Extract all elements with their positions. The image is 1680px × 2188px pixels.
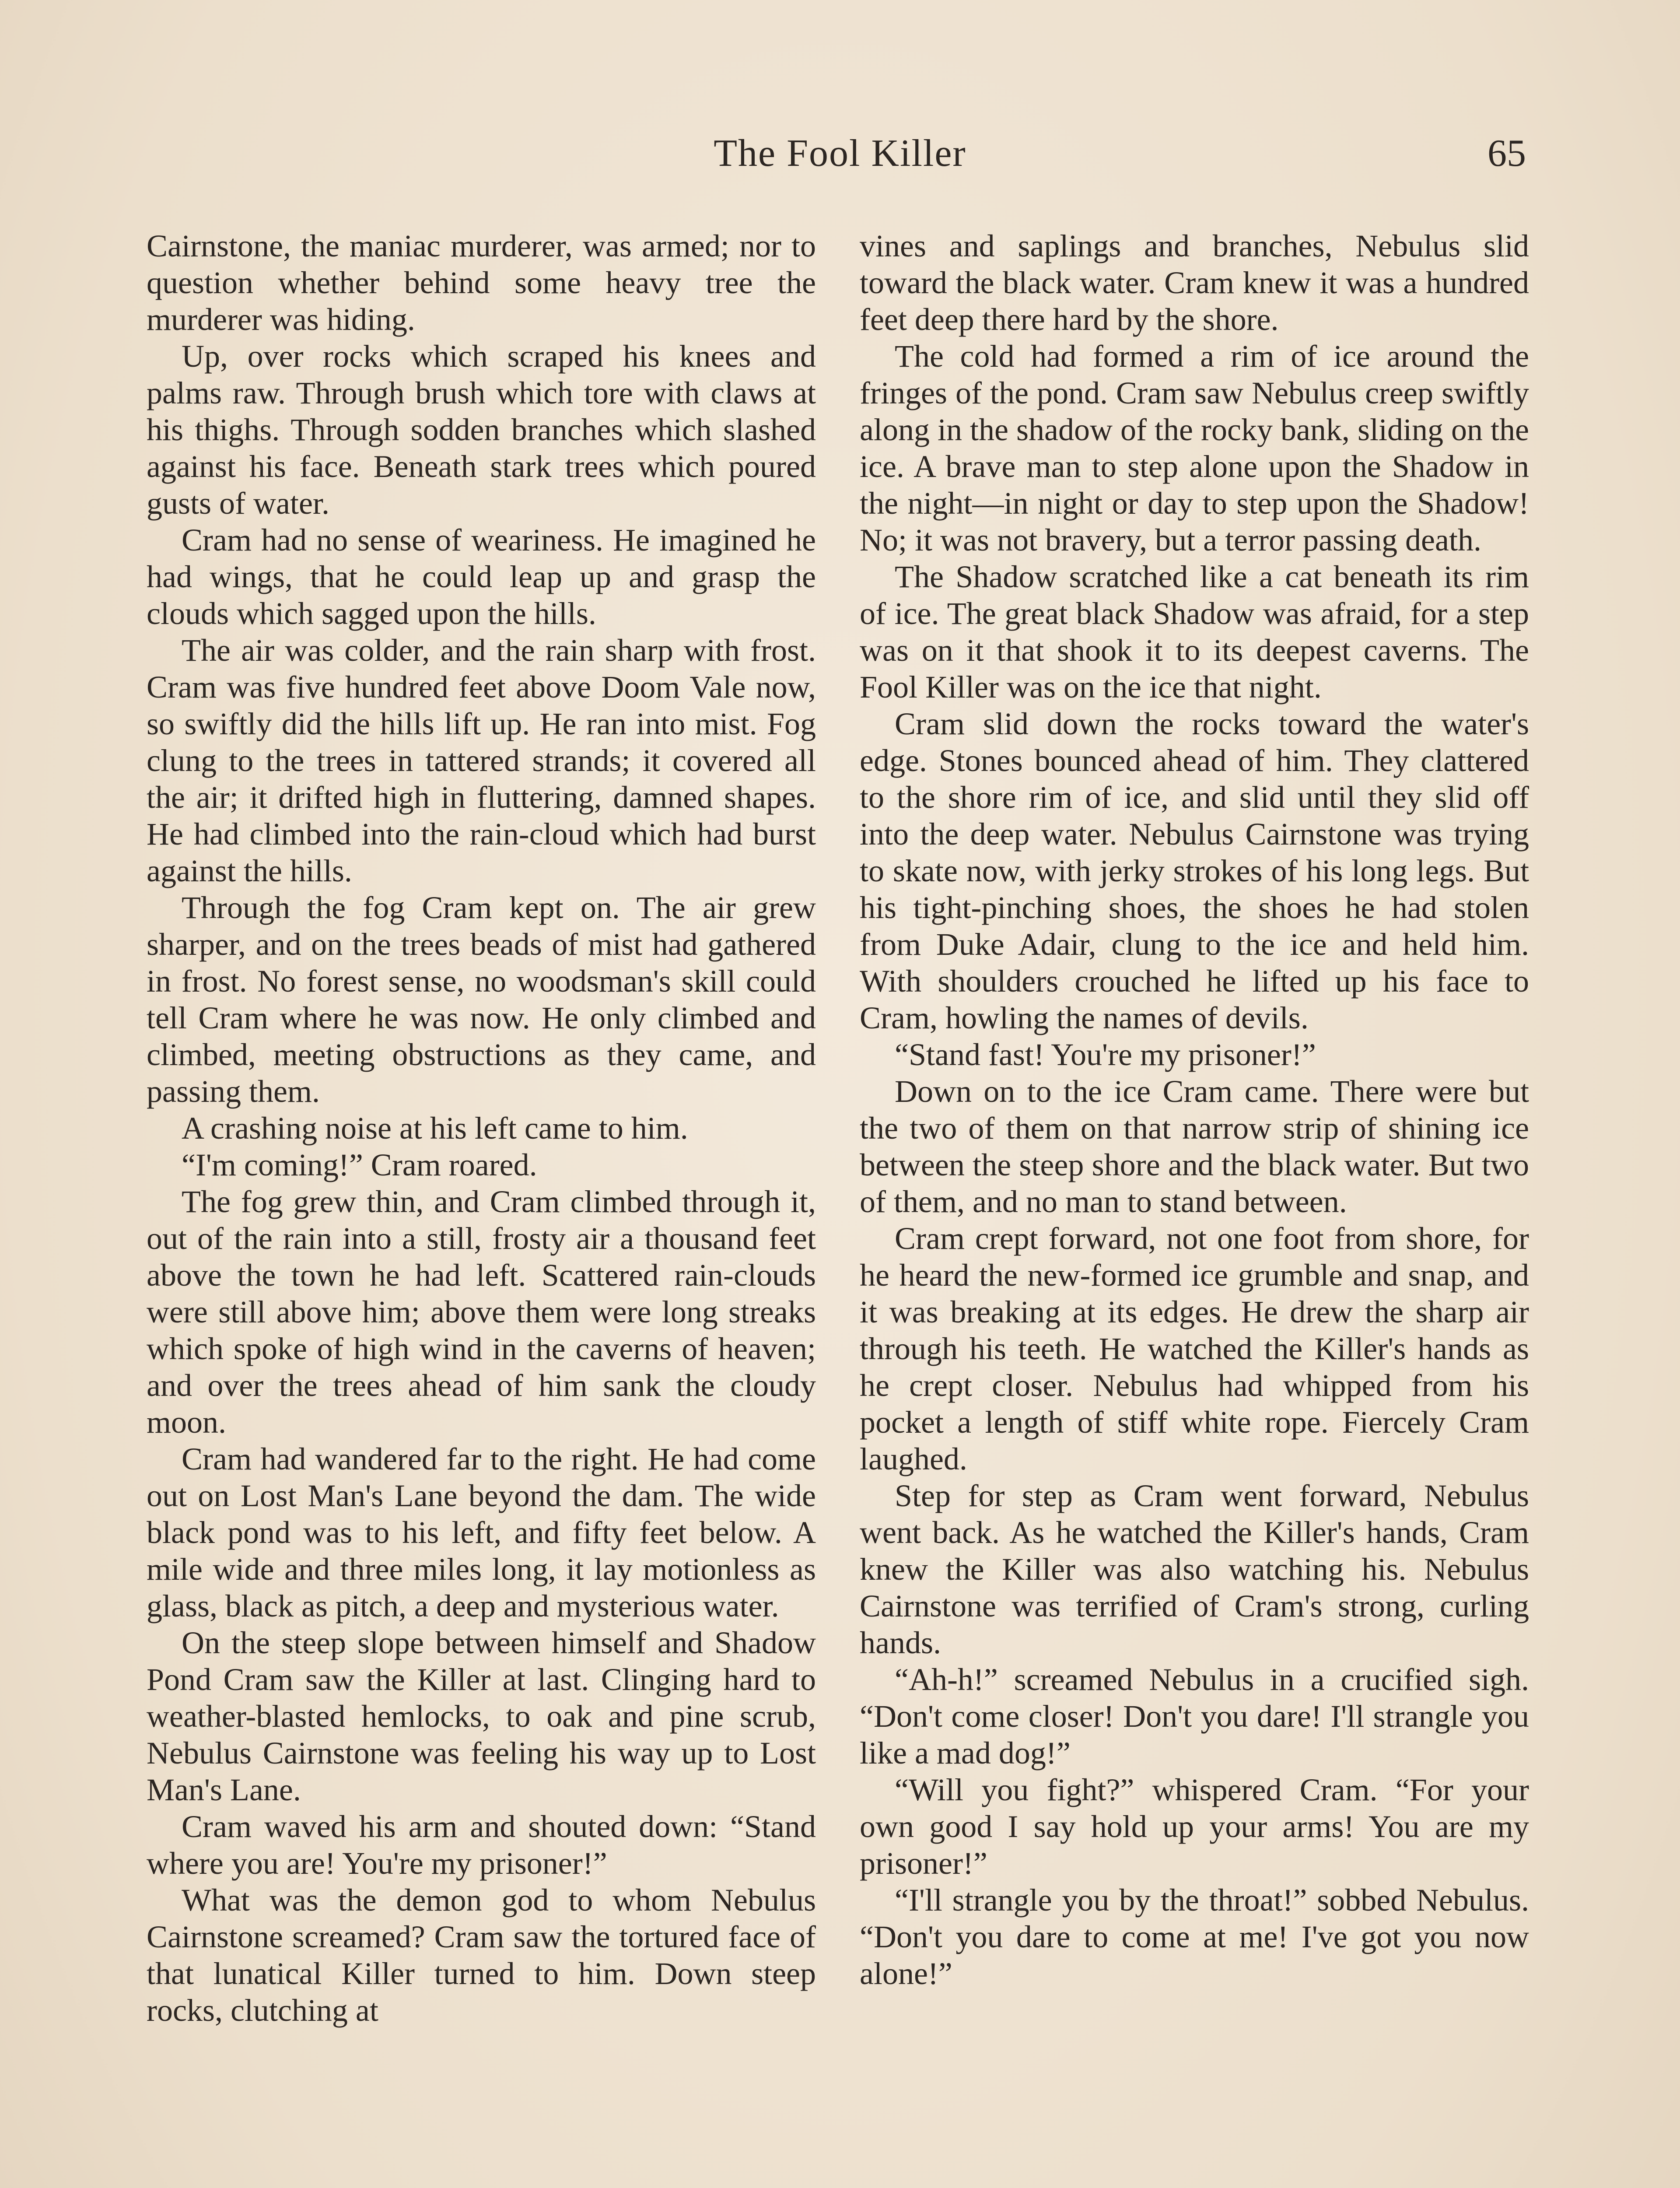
- paragraph: Through the fog Cram kept on. The air grew sharper, and on the trees beads of mist had gathered in frost. No forest sense, no woodsman's skill could tell Cram where he was now. He only climbed and climbed, meeting obstructions as they came, and passing them.: [147, 890, 816, 1109]
- paragraph: “Ah-h!” screamed Nebulus in a crucified sigh. “Don't come closer! Don't you dare! I'll strangle you like a mad dog!”: [860, 1662, 1529, 1771]
- paragraph: vines and saplings and branches, Nebulus slid toward the black water. Cram knew it was a hundred feet deep there hard by the shore.: [860, 228, 1529, 337]
- paragraph: Cram slid down the rocks toward the water's edge. Stones bounced ahead of him. They clattered to the shore rim of ice, and slid until they slid off into the deep water. Nebulus Cairnstone was trying to skate now, with jerky strokes of his long legs. But his tight-pinching shoes, the shoes he had stolen from Duke Adair, clung to the ice and held him. With shoulders crouched he lifted up his face to Cram, howling the names of devils.: [860, 706, 1529, 1035]
- paragraph: Cram waved his arm and shouted down: “Stand where you are! You're my prisoner!”: [147, 1809, 816, 1881]
- paragraph: The fog grew thin, and Cram climbed through it, out of the rain into a still, frosty air a thousand feet above the town he had left. Scattered rain-clouds were still above him; above them were long streaks which spoke of high wind in the caverns of heaven; and over the trees ahead of him sank the cloudy moon.: [147, 1184, 816, 1440]
- text-column-left: [147, 228, 816, 2029]
- text-column-right: [860, 228, 1529, 1992]
- paragraph: “I'll strangle you by the throat!” sobbed Nebulus. “Don't you dare to come at me! I've got you now alone!”: [860, 1883, 1529, 1991]
- paragraph: Down on to the ice Cram came. There were but the two of them on that narrow strip of shining ice between the steep shore and the black water. But two of them, and no man to stand between.: [860, 1074, 1529, 1219]
- paragraph: “I'm coming!” Cram roared.: [182, 1147, 537, 1182]
- running-title: The Fool Killer: [714, 132, 966, 175]
- paragraph: Cram had wandered far to the right. He had come out on Lost Man's Lane beyond the dam. The wide black pond was to his left, and fifty feet below. A mile wide and three miles long, it lay motionless as glass, black as pitch, a deep and mysterious water.: [147, 1441, 816, 1623]
- paragraph: A crashing noise at his left came to him.: [182, 1111, 688, 1146]
- paragraph: Up, over rocks which scraped his knees and palms raw. Through brush which tore with claws at his thighs. Through sodden branches which slashed against his face. Beneath stark trees which poured gusts of water.: [147, 339, 816, 521]
- paragraph: “Stand fast! You're my prisoner!”: [895, 1037, 1316, 1072]
- page-number: 65: [1488, 132, 1526, 175]
- paragraph: On the steep slope between himself and Shadow Pond Cram saw the Killer at last. Clinging hard to weather-blasted hemlocks, to oak and pine scrub, Nebulus Cairnstone was feeling his way up to Lost Man's Lane.: [147, 1625, 816, 1807]
- paragraph: Cram had no sense of weariness. He imagined he had wings, that he could leap up and grasp the clouds which sagged upon the hills.: [147, 522, 816, 631]
- paragraph: Step for step as Cram went forward, Nebulus went back. As he watched the Killer's hands, Cram knew the Killer was also watching his. Nebulus Cairnstone was terrified of Cram's strong, curling hands.: [860, 1478, 1529, 1660]
- paragraph: The Shadow scratched like a cat beneath its rim of ice. The great black Shadow was afraid, for a step was on it that shook it to its deepest caverns. The Fool Killer was on the ice that night.: [860, 559, 1529, 705]
- paragraph: The cold had formed a rim of ice around the fringes of the pond. Cram saw Nebulus creep swiftly along in the shadow of the rocky bank, sliding on the ice. A brave man to step alone upon the Shadow in the night—in night or day to step upon the Shadow! No; it was not bravery, but a terror passing death.: [860, 339, 1529, 558]
- paragraph: What was the demon god to whom Nebulus Cairnstone screamed? Cram saw the tortured face of that lunatical Killer turned to him. Down steep rocks, clutching at: [147, 1883, 816, 2028]
- paragraph: Cairnstone, the maniac murderer, was armed; nor to question whether behind some heavy tree the murderer was hiding.: [147, 228, 816, 337]
- paragraph: Cram crept forward, not one foot from shore, for he heard the new-formed ice grumble and snap, and it was breaking at its edges. He drew the sharp air through his teeth. He watched the Killer's hands as he crept closer. Nebulus had whipped from his pocket a length of stiff white rope. Fiercely Cram laughed.: [860, 1221, 1529, 1476]
- paragraph: The air was colder, and the rain sharp with frost. Cram was five hundred feet above Doom Vale now, so swiftly did the hills lift up. He ran into mist. Fog clung to the trees in tattered strands; it covered all the air; it drifted high in fluttering, damned shapes. He had climbed into the rain-cloud which had burst against the hills.: [147, 633, 816, 888]
- paragraph: “Will you fight?” whispered Cram. “For your own good I say hold up your arms! You are my prisoner!”: [860, 1772, 1529, 1881]
